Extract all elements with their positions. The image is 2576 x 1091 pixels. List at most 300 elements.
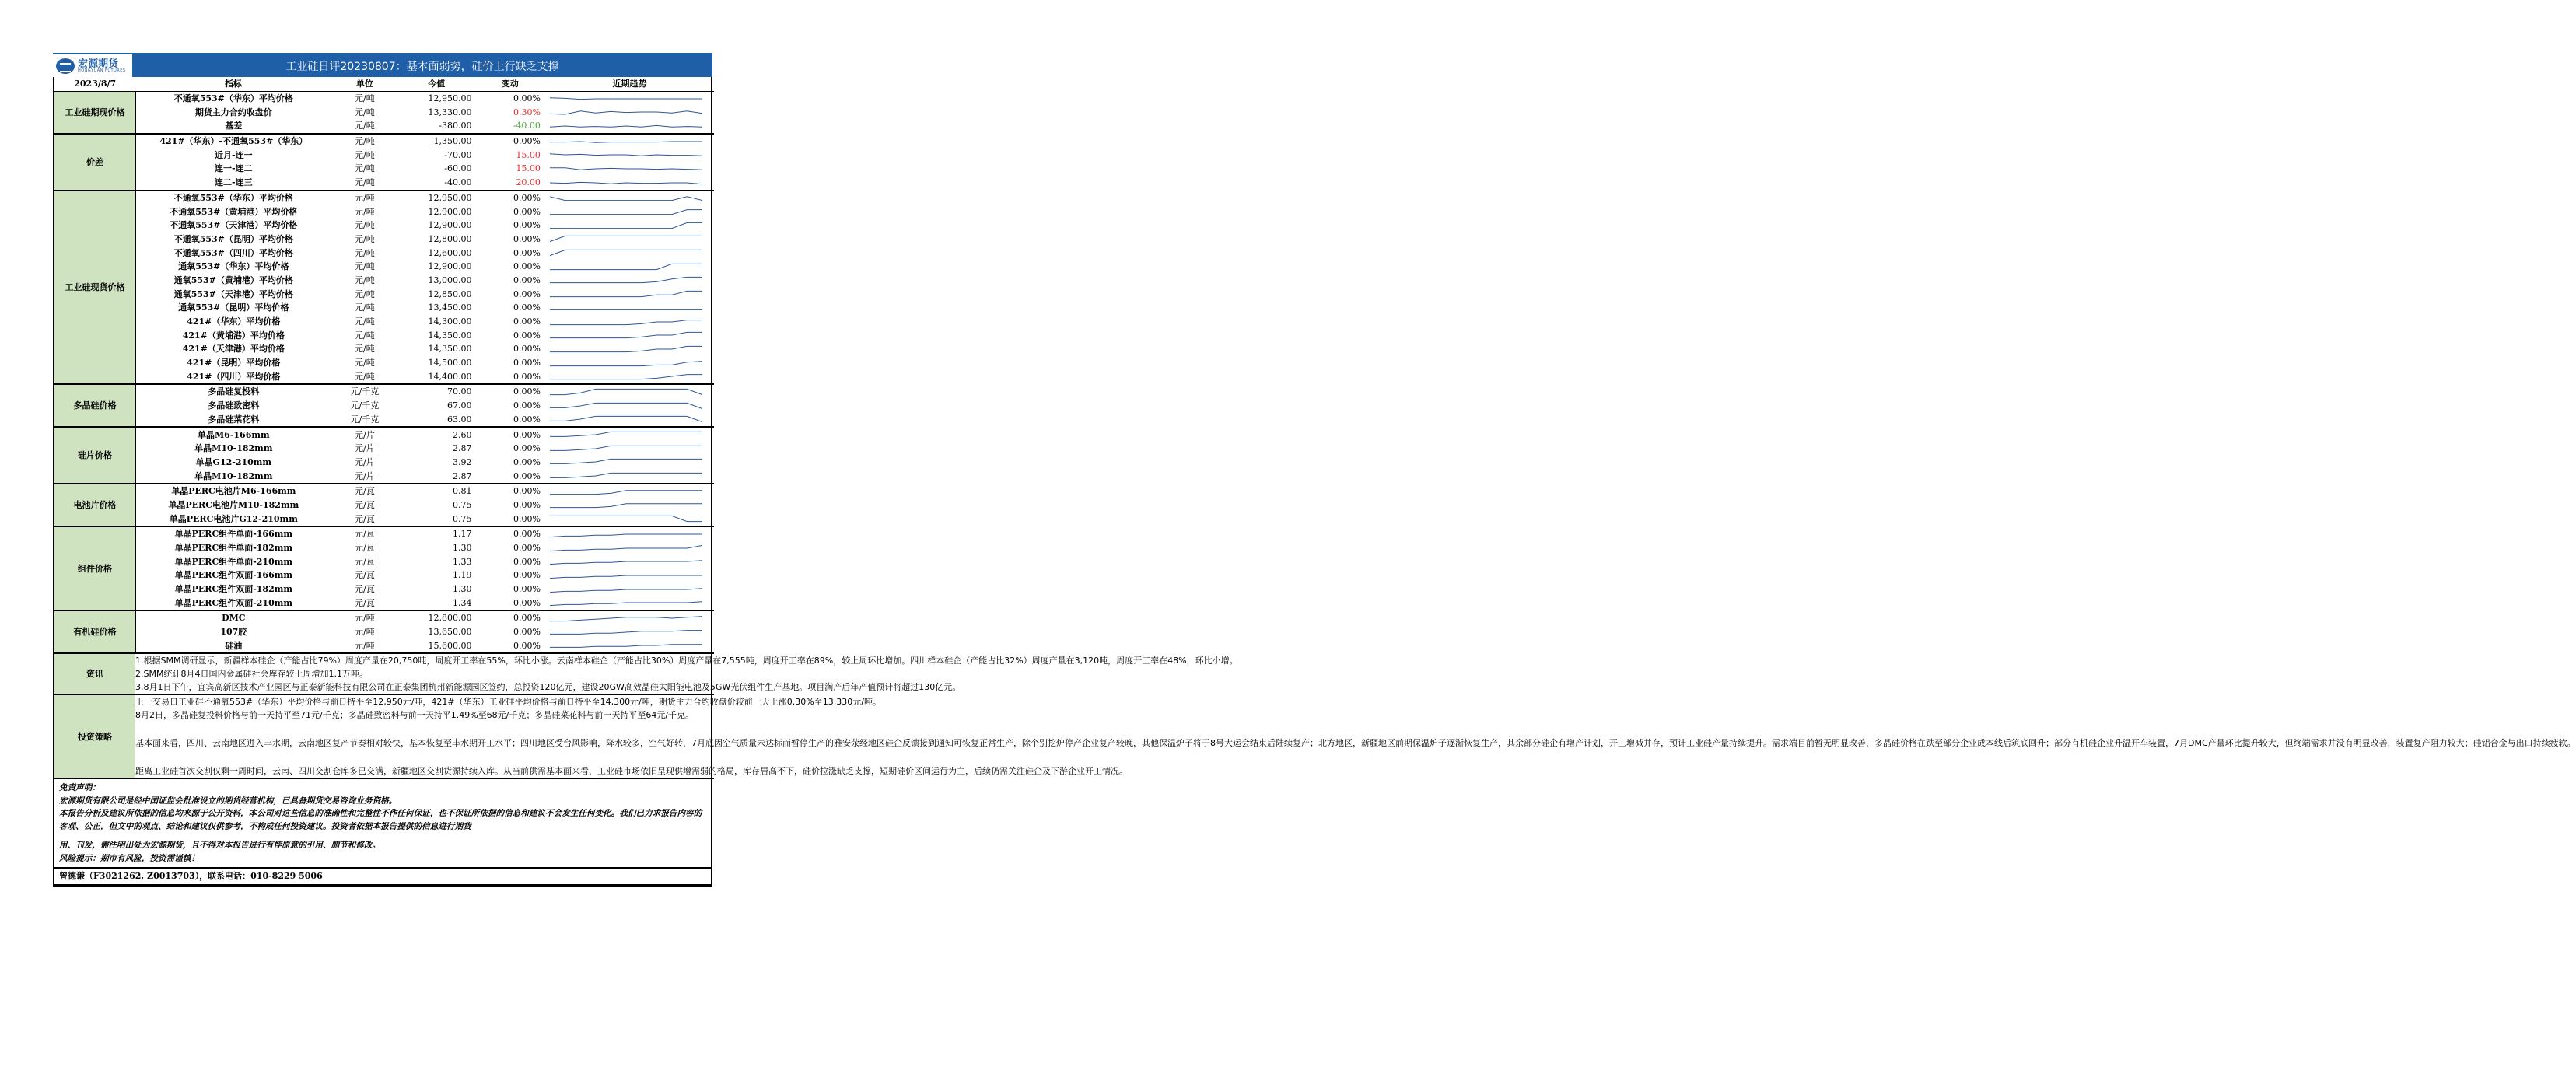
value-cell: 3.92 <box>453 456 472 467</box>
trend-sparkline <box>545 246 714 260</box>
change-cell: 0.00% <box>513 136 541 147</box>
price-table <box>54 77 714 654</box>
sparkline-series <box>550 403 702 408</box>
unit-cell: 元/吨 <box>355 613 375 624</box>
change-cell: 0.00% <box>513 261 541 272</box>
sparkline-series <box>550 630 702 634</box>
sparkline-series <box>550 375 702 379</box>
table-row <box>54 105 714 119</box>
change-cell: 0.00% <box>513 206 541 217</box>
value-cell: 2.60 <box>453 429 472 440</box>
header-today: 今值 <box>398 77 474 91</box>
unit-cell: 元/吨 <box>355 302 375 313</box>
indicator-name: 421#（华东）平均价格 <box>187 316 281 327</box>
logo-en: HONGYUAN FUTURES <box>78 68 126 73</box>
unit-cell: 元/吨 <box>355 261 375 272</box>
unit-cell: 元/瓦 <box>331 596 398 610</box>
unit-cell: 元/瓦 <box>355 556 375 567</box>
value-cell: 12,600.00 <box>428 247 472 258</box>
sparkline-chart <box>548 121 704 131</box>
table-row <box>54 274 714 288</box>
indicator-name: 单晶PERC组件单面-182mm <box>174 543 292 554</box>
change-cell: 0.00% <box>513 584 541 595</box>
indicator-name: 421#（四川）平均价格 <box>135 369 331 384</box>
value-cell: 1.19 <box>453 570 472 581</box>
sparkline-chart <box>548 107 704 117</box>
indicator-name: 不通氧553#（四川）平均价格 <box>173 247 293 258</box>
table-row <box>54 301 714 315</box>
disclaimer-line-1: 宏源期货有限公司是经中国证监会批准设立的期货经营机构，已具备期货交易咨询业务资格。 <box>59 796 397 806</box>
indicator-name: 单晶PERC组件双面-166mm <box>174 570 292 581</box>
table-row <box>54 233 714 247</box>
trend-sparkline <box>545 554 714 568</box>
indicator-name: 单晶PERC组件单面-210mm <box>174 556 292 567</box>
change-cell: 15.00 <box>516 149 541 160</box>
table-row <box>54 134 714 149</box>
header-change: 变动 <box>475 77 545 91</box>
table-row <box>54 356 714 370</box>
indicator-name: 单晶PERC电池片M6-166mm <box>171 486 296 497</box>
table-row <box>54 246 714 260</box>
sparkline-chart <box>548 149 704 160</box>
indicator-name: 多晶硅复投料 <box>208 386 260 397</box>
indicator-name: 不通氧553#（华东）平均价格 <box>173 192 293 203</box>
trend-sparkline <box>545 610 714 625</box>
trend-sparkline <box>545 91 714 105</box>
indicator-name: 多晶硅菜花料 <box>135 413 331 428</box>
sparkline-series <box>550 561 702 565</box>
sparkline-chart <box>548 358 704 369</box>
value-cell: 2.87 <box>398 469 474 484</box>
indicator-name: 421#（昆明）平均价格 <box>187 358 281 369</box>
sparkline-series <box>550 320 702 324</box>
change-cell: 0.00% <box>513 316 541 327</box>
change-cell: 0.00% <box>513 386 541 397</box>
unit-cell: 元/吨 <box>355 330 375 341</box>
sparkline-series <box>550 534 702 537</box>
change-cell: 0.00% <box>513 543 541 554</box>
sparkline-series <box>550 417 702 422</box>
sparkline-series <box>550 182 702 184</box>
unit-cell: 元/片 <box>355 456 375 467</box>
indicator-name: 连一-连二 <box>215 163 253 174</box>
change-cell: 0.00% <box>513 456 541 467</box>
trend-sparkline <box>545 205 714 219</box>
value-cell: 14,500.00 <box>428 358 472 369</box>
sparkline-chart <box>548 93 704 104</box>
trend-sparkline <box>545 596 714 610</box>
trend-sparkline <box>545 105 714 119</box>
table-row <box>54 427 714 442</box>
sparkline-chart <box>548 344 704 355</box>
indicator-name: 通氧553#（华东）平均价格 <box>178 261 289 272</box>
table-row <box>54 639 714 654</box>
sparkline-series <box>550 575 702 579</box>
trend-sparkline <box>545 274 714 288</box>
category-cell: 工业硅现货价格 <box>54 191 135 385</box>
sparkline-chart <box>548 556 704 567</box>
sparkline-chart <box>548 206 704 217</box>
value-cell: 1,350.00 <box>433 136 472 147</box>
trend-sparkline <box>545 342 714 356</box>
trend-sparkline <box>545 526 714 541</box>
unit-cell: 元/吨 <box>355 206 375 217</box>
table-row <box>54 541 714 555</box>
sparkline-chart <box>548 288 704 299</box>
value-cell: 12,800.00 <box>428 233 472 244</box>
category-cell: 工业硅期现价格 <box>54 91 135 134</box>
sparkline-chart <box>548 192 704 203</box>
table-row <box>54 384 714 399</box>
indicator-name: 近月-连一 <box>215 149 253 160</box>
trend-sparkline <box>545 541 714 555</box>
sparkline-series <box>550 264 702 269</box>
trend-sparkline <box>545 498 714 512</box>
indicator-name: 通氧553#（黄埔港）平均价格 <box>173 274 293 285</box>
sparkline-chart <box>548 261 704 272</box>
trend-sparkline <box>545 427 714 442</box>
change-cell: 0.00% <box>513 192 541 203</box>
trend-sparkline <box>545 469 714 484</box>
table-row <box>54 176 714 191</box>
sparkline-series <box>550 432 702 436</box>
value-cell: -70.00 <box>444 149 472 160</box>
table-row <box>54 328 714 342</box>
value-cell: 1.30 <box>453 584 472 595</box>
unit-cell: 元/片 <box>355 429 375 440</box>
sparkline-chart <box>548 456 704 467</box>
trend-sparkline <box>545 315 714 329</box>
sparkline-chart <box>548 613 704 624</box>
table-row <box>54 596 714 610</box>
sparkline-chart <box>548 302 704 313</box>
table-row <box>54 91 714 105</box>
disclaimer-title: 免责声明： <box>59 783 100 793</box>
sparkline-series <box>550 491 702 495</box>
strategy-paragraph-3: 基本面来看，四川、云南地区进入丰水期，云南地区复产节奏相对较快，基本恢复至丰水期开工水平；四川地区受台风影响，降水较多，空气好转，7月底因空气质量未达标而暂停生产的雅安荥经地区硅企反馈接到通知可恢复正常生产，除个别挖炉停产企业复产较晚，其他保温炉子将于8号大运会结束后陆续复产；北方地区，新疆地区前期保温炉子逐渐恢复生产，其余部分硅企有增产计划，开工增减并存，预计工业硅产量持续提升。需求端目前暂无明显改善，多晶硅价格在跌至部分企业成本线后筑底回升；部分有机硅企业升温开车装置，7月DMC产量环比提升较大，但终端需求并没有明显改善，装置复产阻力较大；硅铝合金与出口持续疲软。 <box>135 738 2576 749</box>
value-cell: 12,900.00 <box>428 220 472 231</box>
unit-cell: 元/吨 <box>331 369 398 384</box>
sparkline-chart <box>548 233 704 244</box>
trend-sparkline <box>545 219 714 233</box>
sparkline-series <box>550 236 702 242</box>
sparkline-chart <box>548 443 704 454</box>
unit-cell: 元/瓦 <box>355 486 375 497</box>
change-cell: 15.00 <box>516 163 541 174</box>
table-row <box>54 484 714 498</box>
indicator-name: 421#（黄埔港）平均价格 <box>182 330 285 341</box>
change-cell: 0.00% <box>513 429 541 440</box>
unit-cell: 元/瓦 <box>331 512 398 526</box>
news-category: 资讯 <box>54 654 135 694</box>
sparkline-series <box>550 292 702 297</box>
unit-cell: 元/吨 <box>355 163 375 174</box>
table-row <box>54 148 714 162</box>
news-paragraph-3: 3.8月1日下午，宜宾高新区技术产业园区与正泰新能科技有限公司在正泰集团杭州新能源园区签约，总投资120亿元，建设20GW高效晶硅太阳能电池及5GW光伏组件生产基地。项目满产后年产值预计将超过130亿元。 <box>135 682 961 693</box>
value-cell: 12,950.00 <box>428 192 472 203</box>
sparkline-series <box>550 545 702 551</box>
sparkline-series <box>550 111 702 114</box>
sparkline-chart <box>548 163 704 174</box>
unit-cell: 元/吨 <box>355 192 375 203</box>
company-logo <box>53 54 132 77</box>
unit-cell: 元/瓦 <box>355 584 375 595</box>
unit-cell: 元/千克 <box>331 413 398 428</box>
unit-cell: 元/千克 <box>350 386 380 397</box>
unit-cell: 元/吨 <box>355 316 375 327</box>
unit-cell: 元/瓦 <box>355 543 375 554</box>
unit-cell: 元/吨 <box>355 358 375 369</box>
sparkline-chart <box>548 400 704 411</box>
trend-sparkline <box>545 413 714 428</box>
sparkline-series <box>550 97 702 99</box>
sparkline-series <box>550 473 702 477</box>
change-cell: 0.00% <box>513 627 541 638</box>
indicator-name: 连二-连三 <box>135 176 331 191</box>
change-cell: 20.00 <box>475 176 545 191</box>
unit-cell: 元/吨 <box>355 93 375 104</box>
change-cell: 0.00% <box>513 358 541 369</box>
value-cell: 0.75 <box>453 499 472 510</box>
change-cell: 0.00% <box>513 220 541 231</box>
table-row <box>54 469 714 484</box>
sparkline-chart <box>548 136 704 147</box>
trend-sparkline <box>545 287 714 301</box>
change-cell: 0.00% <box>513 247 541 258</box>
trend-sparkline <box>545 384 714 399</box>
table-row <box>54 512 714 526</box>
indicator-name: 期货主力合约收盘价 <box>194 107 272 117</box>
value-cell: 70.00 <box>447 386 472 397</box>
table-row <box>54 610 714 625</box>
sparkline-chart <box>548 316 704 327</box>
indicator-name: 硅油 <box>135 639 331 654</box>
analyst-contact: 曾德谦（F3021262, Z0013703），联系电话：010-8229 5006 <box>54 869 711 886</box>
value-cell: 0.81 <box>453 486 472 497</box>
trend-sparkline <box>545 134 714 149</box>
header-unit: 单位 <box>331 77 398 91</box>
indicator-name: 多晶硅致密料 <box>208 400 260 411</box>
unit-cell: 元/千克 <box>350 400 380 411</box>
header-indicator: 指标 <box>135 77 331 91</box>
table-row <box>54 554 714 568</box>
unit-cell: 元/吨 <box>355 233 375 244</box>
change-cell: 0.00% <box>513 233 541 244</box>
sparkline-chart <box>548 627 704 638</box>
indicator-name: 单晶G12-210mm <box>195 456 272 467</box>
strategy-category: 投资策略 <box>54 695 135 778</box>
change-cell: 0.00% <box>513 274 541 285</box>
strategy-gap <box>135 722 714 736</box>
change-cell: 0.00% <box>475 413 545 428</box>
unit-cell: 元/吨 <box>331 639 398 654</box>
sparkline-series <box>550 210 702 215</box>
change-cell: 0.00% <box>513 400 541 411</box>
table-row <box>54 369 714 384</box>
disclaimer-line-2: 本报告分析及建议所依据的信息均来源于公开资料，本公司对这些信息的准确性和完整性不作任何保证，也不保证所依据的信息和建议不会发生任何变化。我们已力求报告内容的客观、公正，但文中的观点、结论和建议仅供参考，不构成任何投资建议。投资者依据本报告提供的信息进行期货 <box>59 809 702 831</box>
value-cell: 12,900.00 <box>428 206 472 217</box>
news-paragraph-1: 1.根据SMM调研显示，新疆样本硅企（产能占比79%）周度产量在20,750吨，周度开工率在55%，环比小涨。云南样本硅企（产能占比30%）周度产量在7,555吨，周度开工率在89%，较上周环比增加。四川样本硅企（产能占比32%）周度产量在3,120吨，周度开工率在48%，环比小增。 <box>135 656 1238 666</box>
trend-sparkline <box>545 176 714 191</box>
sparkline-chart <box>548 513 704 524</box>
indicator-name: 不通氧553#（昆明）平均价格 <box>173 233 293 244</box>
indicator-name: 不通氧553#（天津港）平均价格 <box>170 220 298 231</box>
value-cell: 67.00 <box>447 400 472 411</box>
category-cell: 组件价格 <box>54 526 135 610</box>
unit-cell: 元/吨 <box>331 176 398 191</box>
unit-cell: 元/吨 <box>355 220 375 231</box>
change-cell: -40.00 <box>475 119 545 134</box>
table-header <box>54 77 714 91</box>
change-cell: 0.00% <box>513 556 541 567</box>
table-row <box>54 568 714 582</box>
unit-cell: 元/吨 <box>355 344 375 355</box>
value-cell: 1.34 <box>398 596 474 610</box>
table-row <box>54 413 714 428</box>
strategy-body <box>135 695 2576 778</box>
value-cell: 2.87 <box>453 443 472 454</box>
change-cell: 0.00% <box>475 639 545 654</box>
change-cell: 0.00% <box>513 443 541 454</box>
table-row <box>54 582 714 596</box>
category-cell: 电池片价格 <box>54 484 135 526</box>
disclaimer <box>54 779 711 869</box>
sparkline-series <box>550 588 702 592</box>
change-cell: 0.00% <box>513 570 541 581</box>
risk-warning: 风险提示：期市有风险，投资需谨慎！ <box>59 853 200 863</box>
trend-sparkline <box>545 356 714 370</box>
indicator-name: DMC <box>222 613 246 624</box>
table-row <box>54 260 714 274</box>
change-cell: 0.00% <box>513 344 541 355</box>
change-cell: 0.00% <box>513 330 541 341</box>
sparkline-series <box>550 333 702 338</box>
trend-sparkline <box>545 512 714 526</box>
indicator-name: 单晶PERC电池片M10-182mm <box>168 499 299 510</box>
value-cell: 63.00 <box>398 413 474 428</box>
trend-sparkline <box>545 442 714 456</box>
sparkline-chart <box>548 597 704 608</box>
trend-sparkline <box>545 456 714 470</box>
news-body <box>135 654 1238 694</box>
unit-cell: 元/片 <box>355 443 375 454</box>
trend-sparkline <box>545 484 714 498</box>
value-cell: -60.00 <box>444 163 472 174</box>
sparkline-chart <box>548 499 704 510</box>
table-row <box>54 315 714 329</box>
trend-sparkline <box>545 119 714 134</box>
sparkline-series <box>550 278 702 283</box>
sparkline-series <box>550 250 702 255</box>
value-cell: 12,850.00 <box>428 288 472 299</box>
trend-sparkline <box>545 639 714 654</box>
category-cell: 硅片价格 <box>54 427 135 484</box>
value-cell: 12,800.00 <box>428 613 472 624</box>
trend-sparkline <box>545 568 714 582</box>
unit-cell: 元/吨 <box>355 274 375 285</box>
indicator-name: 不通氧553#（华东）平均价格 <box>173 93 293 104</box>
logo-cn: 宏源期货 <box>78 58 119 70</box>
table-row <box>54 399 714 413</box>
value-cell: 13,330.00 <box>428 107 472 117</box>
indicator-name: 单晶M10-182mm <box>194 443 273 454</box>
table-row <box>54 205 714 219</box>
sparkline-series <box>550 645 702 648</box>
sparkline-chart <box>548 330 704 341</box>
trend-sparkline <box>545 191 714 205</box>
unit-cell: 元/吨 <box>355 247 375 258</box>
report-page <box>53 53 2576 887</box>
sparkline-series <box>550 346 702 351</box>
sparkline-chart <box>548 414 704 425</box>
header-trend: 近期趋势 <box>545 77 714 91</box>
sparkline-series <box>550 516 702 522</box>
trend-sparkline <box>545 148 714 162</box>
logo-icon <box>56 58 75 74</box>
table-row <box>54 498 714 512</box>
indicator-name: 单晶PERC组件双面-182mm <box>174 584 292 595</box>
sparkline-chart <box>548 274 704 285</box>
value-cell: 13,000.00 <box>428 274 472 285</box>
unit-cell: 元/吨 <box>355 627 375 638</box>
sparkline-chart <box>548 371 704 382</box>
sparkline-series <box>550 168 702 170</box>
trend-sparkline <box>545 625 714 639</box>
strategy-paragraph-4: 距离工业硅首次交割仅剩一周时间，云南、四川交割仓库多已交满，新疆地区交割货源持续入库。从当前供需基本面来看，工业硅市场依旧呈现供增需弱的格局，库存居高不下，硅价拉涨缺乏支撑，短期硅价区间运行为主，后续仍需关注硅企及下游企业开工情况。 <box>135 766 1128 777</box>
table-row <box>54 119 714 134</box>
sparkline-chart <box>548 640 704 651</box>
trend-sparkline <box>545 582 714 596</box>
disclaimer-line-3: 用、刊发，需注明出处为宏源期货，且不得对本报告进行有悖原意的引用、删节和修改。 <box>59 841 381 851</box>
sparkline-chart <box>548 543 704 554</box>
news-section <box>54 654 1238 695</box>
unit-cell: 元/片 <box>331 469 398 484</box>
unit-cell: 元/吨 <box>355 149 375 160</box>
indicator-name: 单晶PERC组件单面-166mm <box>174 529 292 540</box>
value-cell: 13,450.00 <box>428 302 472 313</box>
unit-cell: 元/吨 <box>355 107 375 117</box>
sparkline-chart <box>548 470 704 481</box>
value-cell: 1.33 <box>453 556 472 567</box>
value-cell: 1.30 <box>453 543 472 554</box>
indicator-name: 通氧553#（天津港）平均价格 <box>173 288 293 299</box>
indicator-name: 单晶M6-166mm <box>198 429 270 440</box>
indicator-name: 421#（天津港）平均价格 <box>182 344 285 355</box>
change-cell: 0.00% <box>513 93 541 104</box>
table-row <box>54 287 714 301</box>
change-cell: 0.00% <box>513 499 541 510</box>
trend-sparkline <box>545 369 714 384</box>
value-cell: 0.75 <box>398 512 474 526</box>
sparkline-series <box>550 154 702 156</box>
trend-sparkline <box>545 328 714 342</box>
unit-cell: 元/吨 <box>331 119 398 134</box>
value-cell: -40.00 <box>398 176 474 191</box>
unit-cell: 元/瓦 <box>355 529 375 540</box>
sparkline-series <box>550 222 702 228</box>
table-row <box>54 625 714 639</box>
table-row <box>54 162 714 176</box>
unit-cell: 元/瓦 <box>355 499 375 510</box>
value-cell: 14,300.00 <box>428 316 472 327</box>
trend-sparkline <box>545 233 714 247</box>
change-cell: 0.00% <box>513 529 541 540</box>
category-cell: 多晶硅价格 <box>54 384 135 427</box>
unit-cell: 元/吨 <box>355 136 375 147</box>
sparkline-series <box>550 504 702 508</box>
sparkline-series <box>550 446 702 450</box>
sparkline-chart <box>548 386 704 397</box>
